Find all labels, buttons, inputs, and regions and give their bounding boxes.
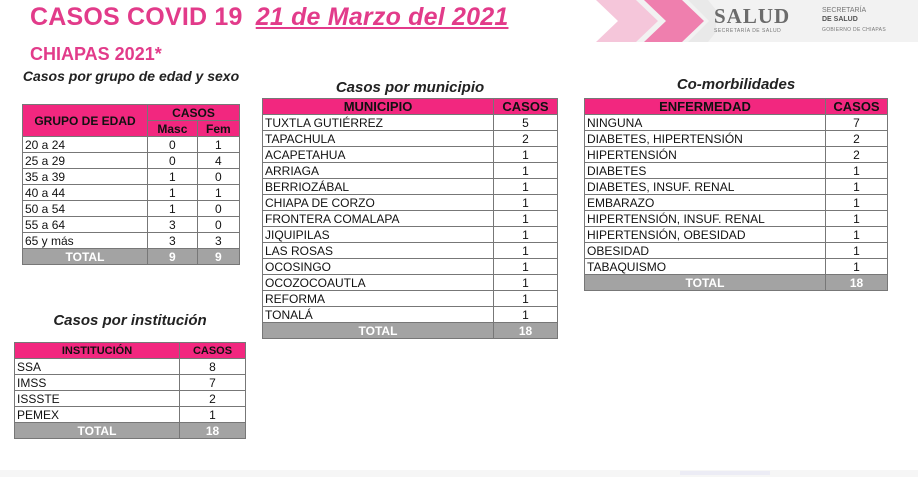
table-row [263,243,558,259]
comorbilidades-name-cell: NINGUNA [585,115,826,131]
municipio-header-row [263,99,558,115]
institucion-name-cell: SSA [15,359,180,375]
comorbilidades-table [584,98,888,291]
comorbilidades-name-cell: DIABETES [585,163,826,179]
table-row [263,275,558,291]
edad-total-fem: 9 [197,249,239,265]
comorbilidades-total-label: TOTAL [585,275,826,291]
title-text: CASOS COVID 19 [30,3,243,31]
comorbilidades-casos-cell: 2 [826,147,888,163]
edad-fem-cell: 0 [197,217,239,233]
table-row [585,227,888,243]
table-row [263,307,558,323]
edad-fem-cell: 4 [197,153,239,169]
municipio-name-cell: OCOZOCOAUTLA [263,275,494,291]
edad-group-cell: 65 y más [23,233,148,249]
municipio-name-cell: CHIAPA DE CORZO [263,195,494,211]
title-date: 21 de Marzo del 2021 [255,3,509,31]
table-row [263,147,558,163]
comorbilidades-total-row [585,275,888,291]
table-row [585,211,888,227]
edad-group-cell: 35 a 39 [23,169,148,185]
comorbilidades-casos-cell: 1 [826,259,888,275]
municipio-col-casos: CASOS [494,99,558,115]
table-row [263,179,558,195]
comorbilidades-name-cell: TABAQUISMO [585,259,826,275]
comorbilidades-header-row [585,99,888,115]
edad-col-casos: CASOS [148,105,240,121]
municipio-casos-cell: 1 [494,227,558,243]
institucion-name-cell: PEMEX [15,407,180,423]
edad-fem-cell: 0 [197,201,239,217]
table-row [263,291,558,307]
edad-masc-cell: 0 [148,137,198,153]
comorbilidades-casos-cell: 7 [826,115,888,131]
municipio-name-cell: REFORMA [263,291,494,307]
institucion-table [14,342,246,439]
edad-masc-cell: 3 [148,233,198,249]
logo-secretaria-line1: SECRETARÍA [822,7,867,14]
institucion-col-casos: CASOS [180,343,246,359]
municipio-casos-cell: 1 [494,259,558,275]
municipio-name-cell: TUXTLA GUTIÉRREZ [263,115,494,131]
municipio-name-cell: LAS ROSAS [263,243,494,259]
institucion-casos-cell: 2 [180,391,246,407]
municipio-name-cell: ARRIAGA [263,163,494,179]
municipio-casos-cell: 1 [494,179,558,195]
edad-masc-cell: 0 [148,153,198,169]
municipio-casos-cell: 1 [494,275,558,291]
comorbilidades-casos-cell: 1 [826,163,888,179]
edad-group-cell: 40 a 44 [23,185,148,201]
table-row [15,359,246,375]
municipio-name-cell: TAPACHULA [263,131,494,147]
edad-col-fem: Fem [197,121,239,137]
municipio-casos-cell: 2 [494,131,558,147]
edad-caption: Casos por grupo de edad y sexo [22,68,240,84]
institucion-header-row [15,343,246,359]
municipio-name-cell: FRONTERA COMALAPA [263,211,494,227]
comorbilidades-name-cell: HIPERTENSIÓN [585,147,826,163]
municipio-name-cell: JIQUIPILAS [263,227,494,243]
edad-masc-cell: 1 [148,185,198,201]
table-row [263,227,558,243]
institucion-name-cell: ISSSTE [15,391,180,407]
municipio-casos-cell: 5 [494,115,558,131]
comorbilidades-casos-cell: 1 [826,211,888,227]
comorbilidades-name-cell: DIABETES, INSUF. RENAL [585,179,826,195]
municipio-casos-cell: 1 [494,147,558,163]
table-row [585,163,888,179]
institucion-name-cell: IMSS [15,375,180,391]
edad-fem-cell: 3 [197,233,239,249]
comorbilidades-name-cell: HIPERTENSIÓN, INSUF. RENAL [585,211,826,227]
table-row [585,243,888,259]
table-row [15,407,246,423]
table-row [263,115,558,131]
comorbilidades-name-cell: EMBARAZO [585,195,826,211]
page-title [30,3,508,32]
institucion-total-label: TOTAL [15,423,180,439]
salud-logo [596,0,918,42]
comorbilidades-name-cell: DIABETES, HIPERTENSIÓN [585,131,826,147]
table-row [585,131,888,147]
table-row [23,217,240,233]
comorbilidades-total-value: 18 [826,275,888,291]
table-row [585,115,888,131]
table-row [585,259,888,275]
table-row [263,195,558,211]
municipio-name-cell: ACAPETAHUA [263,147,494,163]
logo-salud: SALUD [714,4,791,28]
table-row [23,185,240,201]
chevron-logo-icon [596,0,716,42]
edad-col-group: GRUPO DE EDAD [23,105,148,137]
logo-salud-sub: SECRETARÍA DE SALUD [714,28,782,34]
edad-masc-cell: 1 [148,169,198,185]
comorbilidades-casos-cell: 1 [826,243,888,259]
municipio-col-name: MUNICIPIO [263,99,494,115]
logo-gobierno: GOBIERNO DE CHIAPAS [822,27,886,33]
edad-total-masc: 9 [148,249,198,265]
comorbilidades-casos-cell: 1 [826,227,888,243]
municipio-casos-cell: 1 [494,195,558,211]
table-row [263,131,558,147]
table-row [263,163,558,179]
comorbilidades-col-casos: CASOS [826,99,888,115]
comorbilidades-casos-cell: 1 [826,179,888,195]
edad-masc-cell: 1 [148,201,198,217]
comorbilidades-col-name: ENFERMEDAD [585,99,826,115]
comorbilidades-casos-cell: 1 [826,195,888,211]
municipio-name-cell: OCOSINGO [263,259,494,275]
table-row [15,375,246,391]
institucion-casos-cell: 7 [180,375,246,391]
edad-group-cell: 20 a 24 [23,137,148,153]
municipio-total-value: 18 [494,323,558,339]
comorbilidades-name-cell: HIPERTENSIÓN, OBESIDAD [585,227,826,243]
table-row [585,179,888,195]
edad-fem-cell: 1 [197,185,239,201]
comorbilidades-caption: Co-morbilidades [676,76,796,93]
institucion-caption: Casos por institución [53,312,207,329]
municipio-casos-cell: 1 [494,243,558,259]
institucion-casos-cell: 1 [180,407,246,423]
table-row [585,147,888,163]
municipio-casos-cell: 1 [494,211,558,227]
municipio-name-cell: TONALÁ [263,307,494,323]
footer-mark [680,471,770,475]
municipio-total-row [263,323,558,339]
edad-total-label: TOTAL [23,249,148,265]
table-row [263,259,558,275]
edad-group-cell: 25 a 29 [23,153,148,169]
municipio-caption: Casos por municipio [335,79,485,96]
comorbilidades-casos-cell: 2 [826,131,888,147]
table-row [23,153,240,169]
table-row [23,137,240,153]
table-row [15,391,246,407]
institucion-col-name: INSTITUCIÓN [15,343,180,359]
municipio-table [262,98,558,339]
logo-secretaria-line2: DE SALUD [822,16,858,23]
table-row [263,211,558,227]
edad-header-row [23,105,240,121]
table-row [585,195,888,211]
edad-total-row [23,249,240,265]
edad-col-masc: Masc [148,121,198,137]
municipio-casos-cell: 1 [494,163,558,179]
page-subtitle: CHIAPAS 2021* [30,44,162,64]
edad-group-cell: 55 a 64 [23,217,148,233]
institucion-total-row [15,423,246,439]
municipio-casos-cell: 1 [494,291,558,307]
municipio-name-cell: BERRIOZÁBAL [263,179,494,195]
table-row [23,169,240,185]
municipio-casos-cell: 1 [494,307,558,323]
table-row [23,201,240,217]
table-row [23,233,240,249]
edad-group-cell: 50 a 54 [23,201,148,217]
edad-masc-cell: 3 [148,217,198,233]
institucion-total-value: 18 [180,423,246,439]
comorbilidades-name-cell: OBESIDAD [585,243,826,259]
edad-table [22,104,240,265]
institucion-casos-cell: 8 [180,359,246,375]
municipio-total-label: TOTAL [263,323,494,339]
footer-band [0,470,918,477]
edad-fem-cell: 0 [197,169,239,185]
logo-secretaria [822,6,866,24]
edad-fem-cell: 1 [197,137,239,153]
